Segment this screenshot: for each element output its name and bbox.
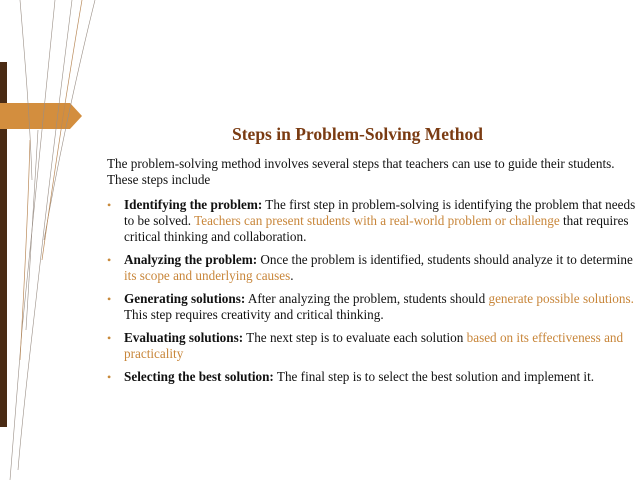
step-highlight: generate possible solutions. — [488, 291, 634, 306]
list-item — [107, 252, 637, 284]
list-item — [107, 291, 637, 323]
step-label: Selecting the best solution: — [124, 369, 274, 384]
accent-lines — [20, 0, 82, 360]
list-item — [107, 369, 637, 385]
step-text: After analyzing the problem, students should — [245, 291, 489, 306]
step-label: Analyzing the problem: — [124, 252, 258, 267]
arrow-banner — [0, 103, 82, 129]
slide-title: Steps in Problem-Solving Method — [232, 124, 484, 144]
step-highlight: based on its effectiveness and practicality — [124, 330, 624, 361]
list-item — [107, 197, 637, 245]
intro-paragraph: The problem-solving method involves several steps that teachers can use to guide their students. These steps include — [107, 156, 615, 187]
step-text: The next step is to evaluate each solution — [243, 330, 467, 345]
list-item — [107, 330, 637, 362]
bullet-icon: • — [107, 253, 112, 267]
step-label: Evaluating solutions: — [124, 330, 244, 345]
step-highlight: Teachers can present students with a real-world problem or challenge — [194, 213, 560, 228]
bullet-icon: • — [107, 198, 112, 212]
step-text-end: that requires critical thinking and collaboration. — [124, 213, 629, 244]
sketch-lines — [10, 0, 95, 480]
bullet-icon: • — [107, 370, 112, 384]
step-text: Once the problem is identified, students should analyze it to determine — [257, 252, 633, 267]
step-text-end: This step requires creativity and critical thinking. — [124, 307, 384, 322]
step-label: Identifying the problem: — [124, 197, 263, 212]
step-highlight: its scope and underlying causes — [124, 268, 291, 283]
step-text-end: . — [290, 268, 294, 283]
step-text: The final step is to select the best solution and implement it. — [273, 369, 595, 384]
step-text: The first step in problem-solving is identifying the problem that needs to be solved. — [124, 197, 636, 228]
step-label: Generating solutions: — [124, 291, 246, 306]
bullet-icon: • — [107, 331, 112, 345]
bullet-icon: • — [107, 292, 112, 306]
steps-list — [107, 197, 637, 392]
